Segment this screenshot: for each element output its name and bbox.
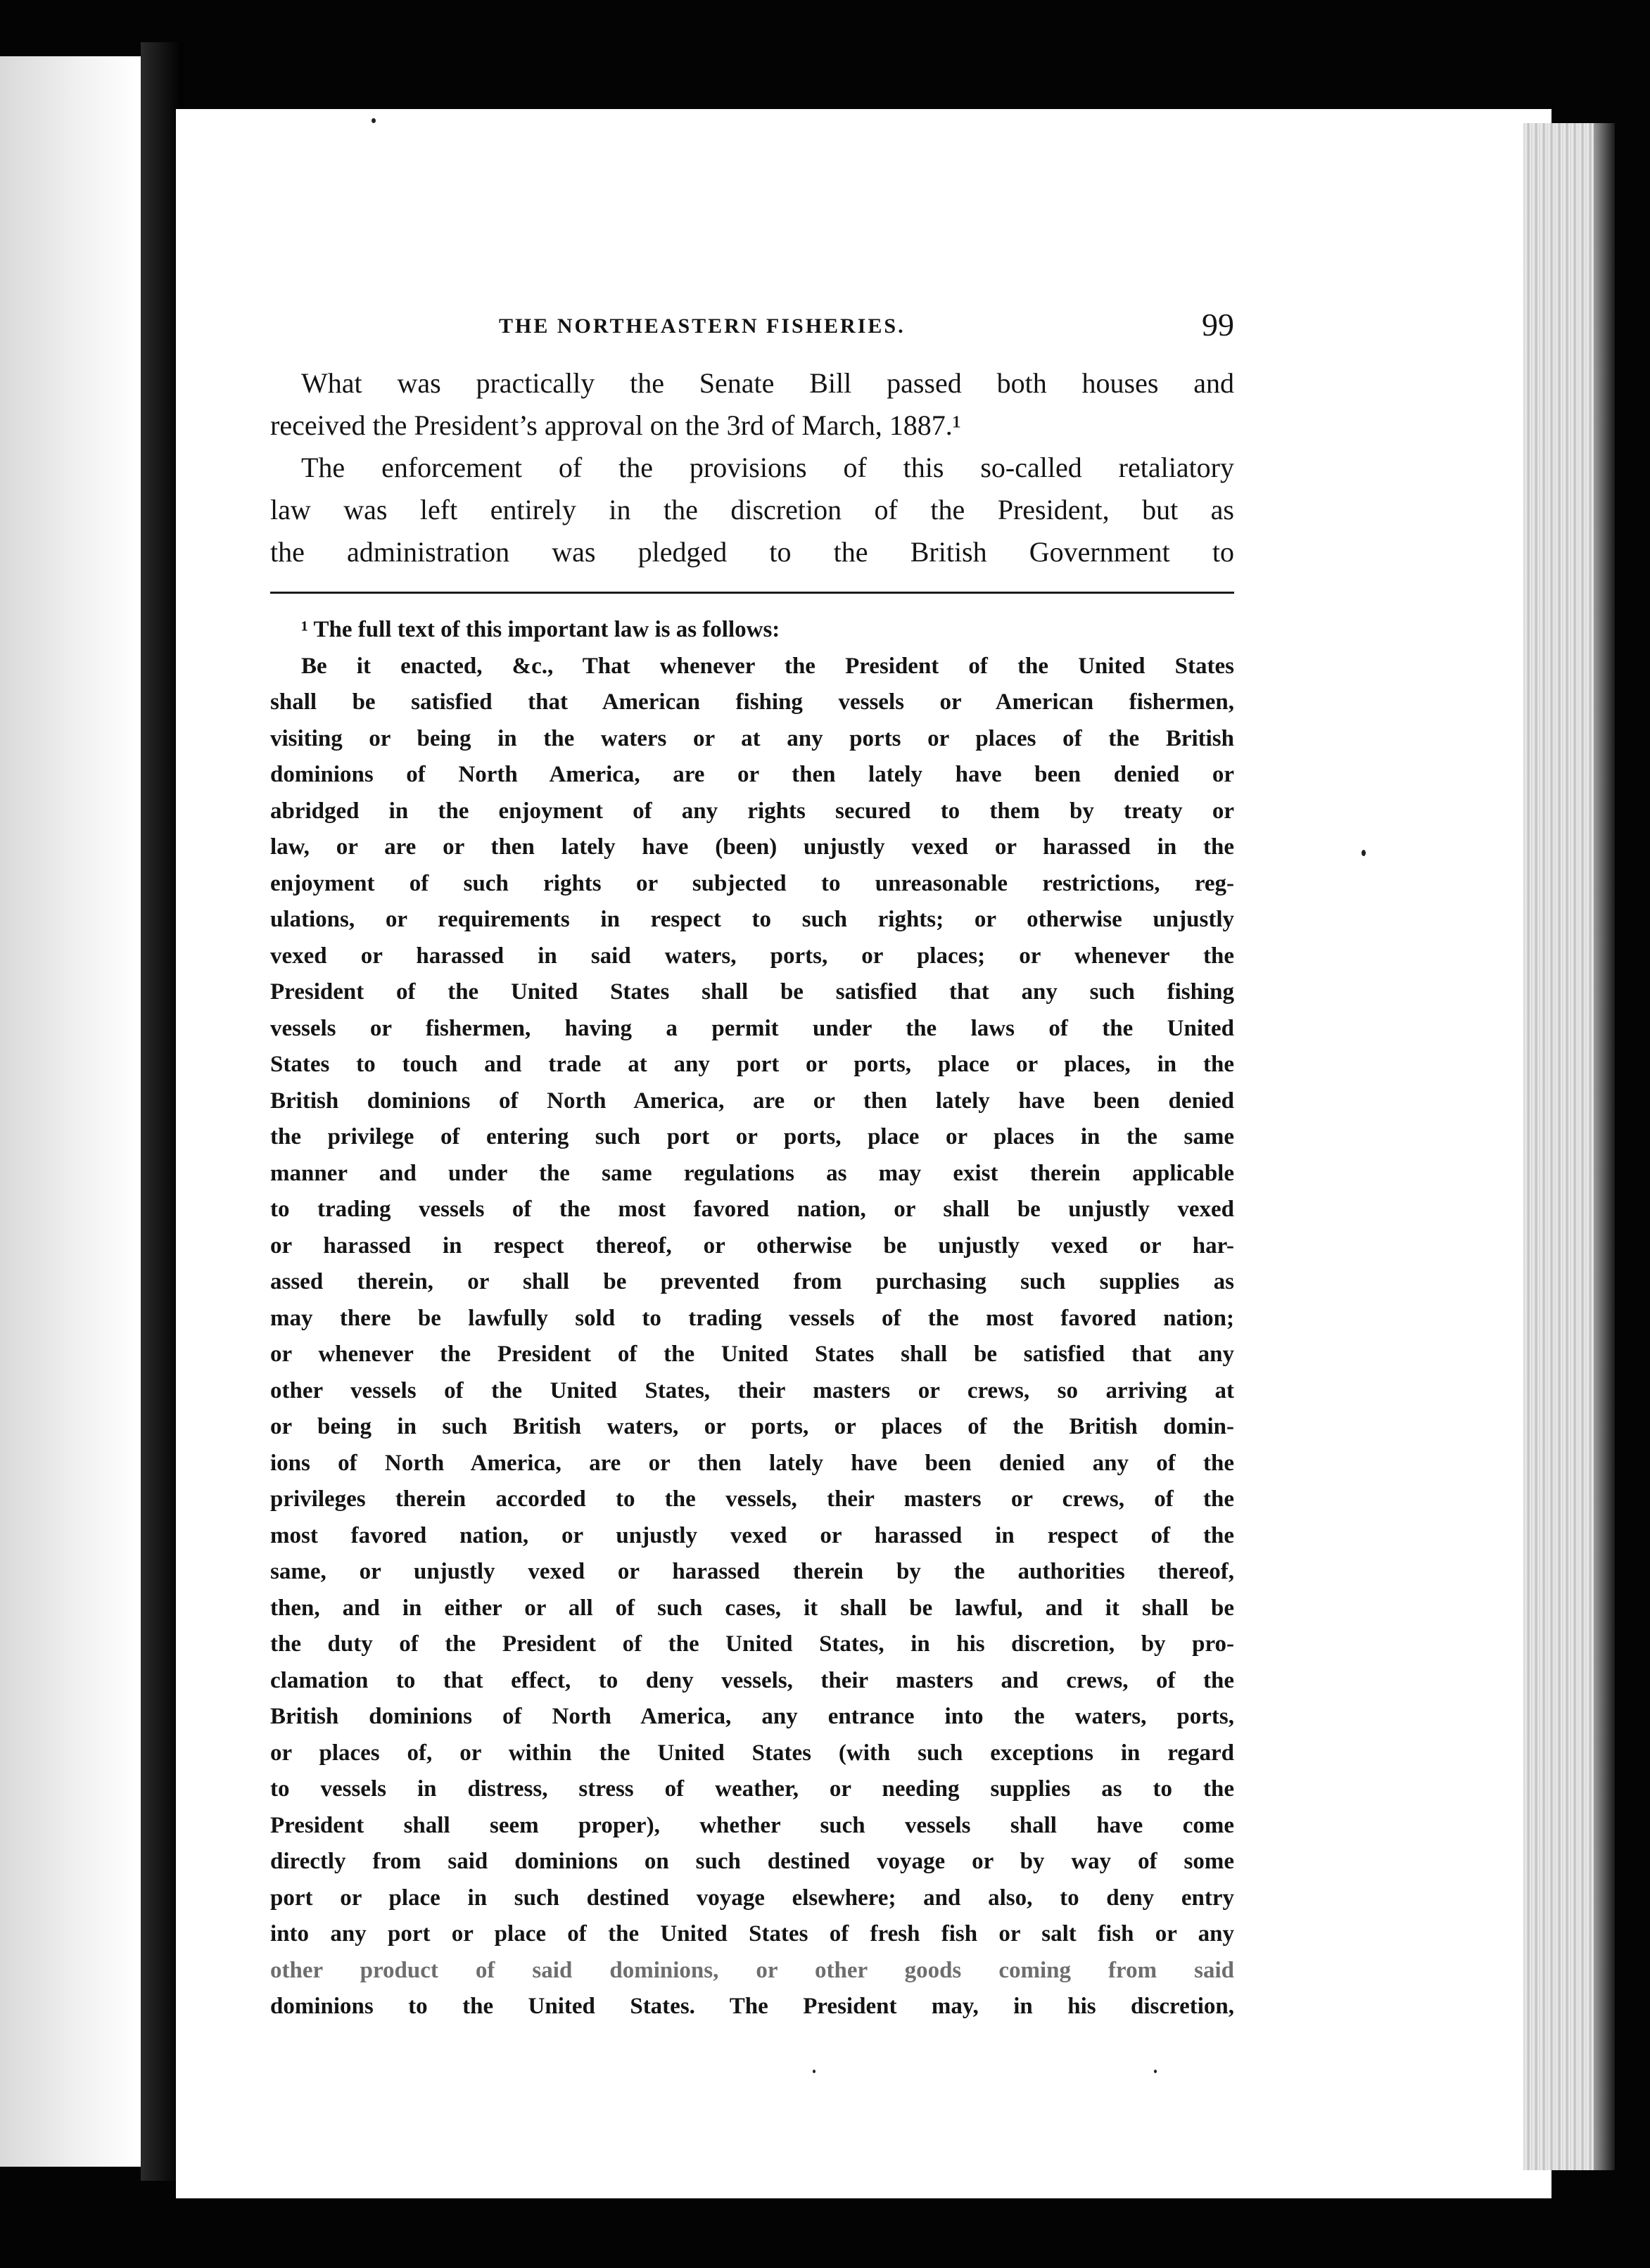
page-stack-edge (1523, 123, 1594, 2170)
footnote-line: Be it enacted, &c., That whenever the President of the United States (301, 653, 1234, 679)
ink-speck (1362, 850, 1366, 856)
footnote-line-faded: other product of said dominions, or other goods coming from said (270, 1957, 1234, 1983)
footnote-line: ulations, or requirements in respect to such rights; or otherwise unjustly (270, 907, 1234, 932)
footnote-line: into any port or place of the United States of fresh fish or salt fish or any (270, 1921, 1234, 1947)
footnote-line: privileges therein accorded to the vessels, their masters or crews, of the (270, 1486, 1234, 1512)
footnote-line: or whenever the President of the United States shall be satisfied that any (270, 1342, 1234, 1367)
footnote-line: abridged in the enjoyment of any rights secured to them by treaty or (270, 798, 1234, 824)
footnote-line: or harassed in respect thereof, or otherwise be unjustly vexed or har- (270, 1232, 1234, 1259)
footnote-rule (270, 592, 1234, 594)
running-head (270, 299, 1234, 362)
body-line: the administration was pledged to the British Government to (270, 536, 1234, 568)
footnote-line: dominions of North America, are or then lately have been denied or (270, 762, 1234, 787)
footnote-line: other vessels of the United States, their masters or crews, so arriving at (270, 1377, 1234, 1403)
footnote (270, 612, 1234, 2025)
body-line: law was left entirely in the discretion of the President, but as (270, 494, 1234, 525)
footnote-line: the privilege of entering such port or ports, place or places in the same (270, 1124, 1234, 1149)
body-line: What was practically the Senate Bill passed both houses and (301, 367, 1234, 399)
footnote-line: shall be satisfied that American fishing vessels or American fishermen, (270, 689, 1234, 715)
ink-speck (813, 2070, 816, 2073)
footnote-line: assed therein, or shall be prevented from purchasing such supplies as (270, 1269, 1234, 1294)
body-line: The enforcement of the provisions of this so-called retaliatory (301, 452, 1234, 483)
page-stack-shadow (1594, 123, 1615, 2170)
footnote-line: directly from said dominions on such destined voyage or by way of some (270, 1849, 1234, 1874)
facing-page-edge (0, 56, 141, 2167)
footnote-line: may there be lawfully sold to trading vessels of the most favored nation; (270, 1305, 1234, 1331)
ink-speck (372, 118, 376, 123)
body-line: received the President’s approval on the 3rd of March, 1887.¹ (270, 409, 961, 441)
footnote-line: President of the United States shall be satisfied that any such fishing (270, 979, 1234, 1005)
page-number: 99 (1202, 307, 1234, 343)
footnote-line: law, or are or then lately have (been) unjustly vexed or harassed in the (270, 834, 1234, 860)
ink-speck (1154, 2070, 1157, 2073)
footnote-line: ions of North America, are or then lately have been denied any of the (270, 1450, 1234, 1476)
footnote-line: then, and in either or all of such cases, it shall be lawful, and it shall be (270, 1595, 1234, 1621)
footnote-line: most favored nation, or unjustly vexed or harassed in respect of the (270, 1522, 1234, 1548)
footnote-line: same, or unjustly vexed or harassed therein by the authorities thereof, (270, 1559, 1234, 1584)
footnote-line: President shall seem proper), whether such vessels shall have come (270, 1812, 1234, 1838)
running-head-title: THE NORTHEASTERN FISHERIES. (499, 314, 906, 338)
footnote-line: manner and under the same regulations as may exist therein applicable (270, 1160, 1234, 1186)
footnote-line: vexed or harassed in said waters, ports, or places; or whenever the (270, 943, 1234, 969)
footnote-line: enjoyment of such rights or subjected to unreasonable restrictions, reg- (270, 870, 1234, 896)
footnote-line: or being in such British waters, or ports, or places of the British domin- (270, 1414, 1234, 1439)
footnote-line: the duty of the President of the United States, in his discretion, by pro- (270, 1631, 1234, 1657)
footnote-line: visiting or being in the waters or at any ports or places of the British (270, 725, 1234, 751)
footnote-line: clamation to that effect, to deny vessels, their masters and crews, of the (270, 1667, 1234, 1693)
footnote-line: States to touch and trade at any port or ports, place or places, in the (270, 1052, 1234, 1077)
footnote-line: to trading vessels of the most favored nation, or shall be unjustly vexed (270, 1197, 1234, 1222)
footnote-line: to vessels in distress, stress of weather, or needing supplies as to the (270, 1776, 1234, 1802)
footnote-line: port or place in such destined voyage elsewhere; and also, to deny entry (270, 1885, 1234, 1911)
footnote-line: British dominions of North America, are or then lately have been denied (270, 1088, 1234, 1114)
footnote-line: or places of, or within the United States (with such exceptions in regard (270, 1740, 1234, 1766)
body-paragraphs (270, 362, 1234, 573)
footnote-line: vessels or fishermen, having a permit under the laws of the United (270, 1015, 1234, 1041)
page-text (270, 299, 1234, 2025)
footnote-line: ¹ The full text of this important law is as follows: (301, 617, 780, 642)
footnote-line: dominions to the United States. The President may, in his discretion, (270, 1994, 1234, 2019)
footnote-line: British dominions of North America, any entrance into the waters, ports, (270, 1704, 1234, 1729)
